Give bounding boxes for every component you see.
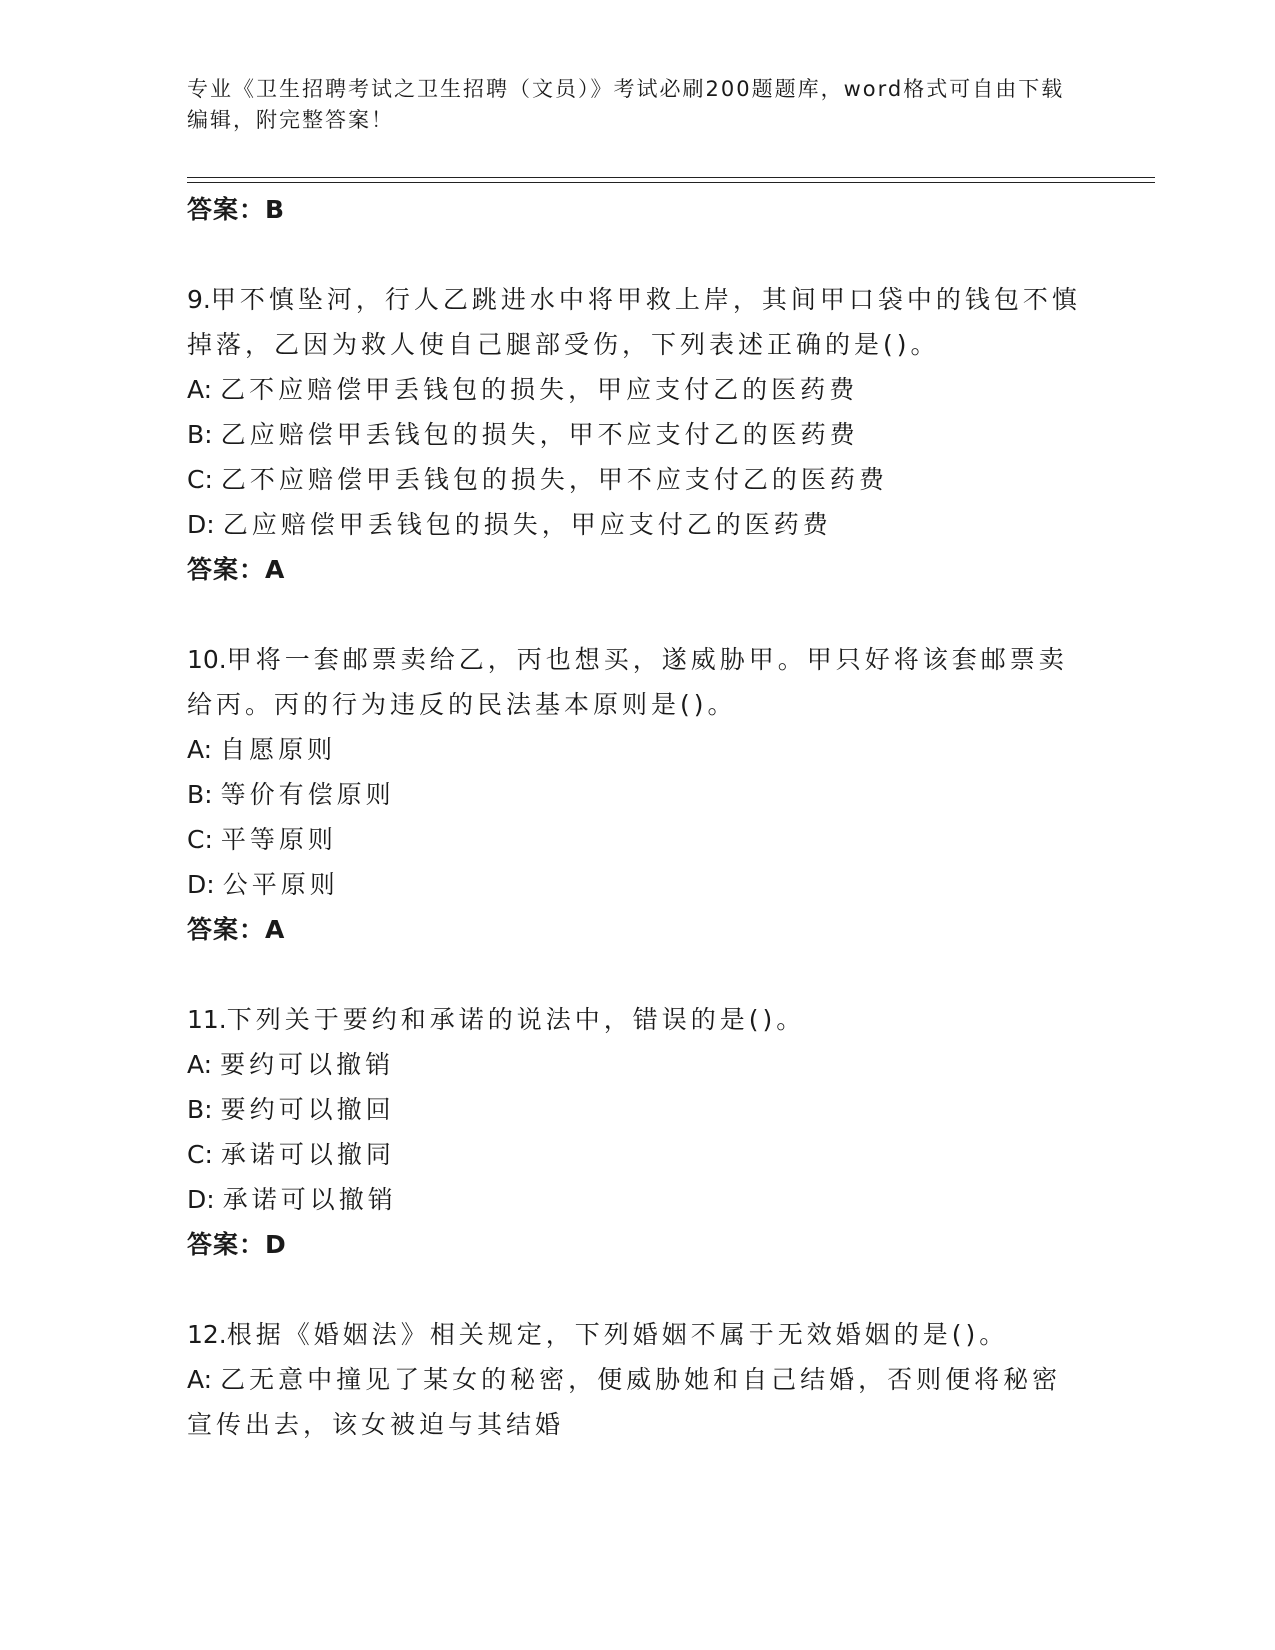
option-c	[187, 1132, 1087, 1177]
header-title: 专业《卫生招聘考试之卫生招聘（文员）》考试必刷200题题库，word格式可自由下载编辑，附完整答案！	[187, 77, 1065, 132]
question-10	[187, 637, 1087, 953]
question-text: 甲将一套邮票卖给乙，丙也想买，遂威胁甲。甲只好将该套邮票卖给丙。丙的行为违反的民法基本原则是()。	[187, 645, 1068, 719]
question-stem	[187, 637, 1087, 727]
question-answer	[187, 547, 1087, 593]
option-b	[187, 772, 1087, 817]
question-stem	[187, 277, 1087, 367]
answer-label: 答案：	[187, 195, 266, 224]
answer-value: A	[265, 915, 286, 944]
answer-value: D	[265, 1230, 287, 1259]
answer-value: B	[265, 195, 286, 224]
option-d	[187, 1177, 1087, 1222]
option-a	[187, 1357, 1087, 1447]
option-key: A:	[187, 1050, 213, 1079]
option-a	[187, 367, 1087, 412]
question-9	[187, 277, 1087, 593]
option-key: B:	[187, 780, 213, 809]
option-a	[187, 727, 1087, 772]
option-a	[187, 1042, 1087, 1087]
question-text: 甲不慎坠河，行人乙跳进水中将甲救上岸，其间甲口袋中的钱包不慎掉落，乙因为救人使自己腿部受伤，下列表述正确的是()。	[187, 285, 1081, 359]
header-rule-bottom	[187, 182, 1155, 183]
option-key: B:	[187, 1095, 213, 1124]
page-header	[187, 74, 1067, 136]
question-stem	[187, 997, 1087, 1042]
header-rule-top	[187, 177, 1155, 178]
option-key: A:	[187, 735, 213, 764]
question-answer	[187, 907, 1087, 953]
question-text: 下列关于要约和承诺的说法中，错误的是()。	[226, 1005, 806, 1034]
answer-label: 答案：	[187, 915, 266, 944]
option-text: 要约可以撤销	[220, 1050, 395, 1079]
option-text: 平等原则	[220, 825, 337, 854]
option-text: 乙应赔偿甲丢钱包的损失，甲不应支付乙的医药费	[220, 420, 859, 449]
option-text: 承诺可以撤同	[220, 1140, 395, 1169]
option-text: 公平原则	[222, 870, 339, 899]
question-12	[187, 1312, 1087, 1447]
option-key: C:	[187, 1140, 213, 1169]
option-key: D:	[187, 510, 215, 539]
option-key: A:	[187, 1365, 213, 1394]
question-11	[187, 997, 1087, 1268]
option-text: 自愿原则	[220, 735, 337, 764]
question-answer	[187, 1222, 1087, 1268]
option-text: 等价有偿原则	[220, 780, 395, 809]
option-text: 乙不应赔偿甲丢钱包的损失，甲应支付乙的医药费	[220, 375, 859, 404]
option-b	[187, 1087, 1087, 1132]
option-b	[187, 412, 1087, 457]
option-key: C:	[187, 825, 213, 854]
option-key: D:	[187, 1185, 215, 1214]
answer-label: 答案：	[187, 1230, 266, 1259]
option-c	[187, 817, 1087, 862]
option-key: A:	[187, 375, 213, 404]
option-text: 乙应赔偿甲丢钱包的损失，甲应支付乙的医药费	[222, 510, 832, 539]
option-text: 乙无意中撞见了某女的秘密，便威胁她和自己结婚，否则便将秘密宣传出去，该女被迫与其结婚	[187, 1365, 1062, 1439]
question-text: 根据《婚姻法》相关规定，下列婚姻不属于无效婚姻的是()。	[226, 1320, 1009, 1349]
option-d	[187, 862, 1087, 907]
option-c	[187, 457, 1087, 502]
question-number: 9.	[187, 285, 211, 314]
previous-answer	[187, 187, 1087, 233]
option-text: 要约可以撤回	[220, 1095, 395, 1124]
option-text: 承诺可以撤销	[222, 1185, 397, 1214]
option-text: 乙不应赔偿甲丢钱包的损失，甲不应支付乙的医药费	[220, 465, 888, 494]
question-number: 12.	[187, 1320, 227, 1349]
option-key: D:	[187, 870, 215, 899]
answer-label: 答案：	[187, 555, 266, 584]
option-d	[187, 502, 1087, 547]
question-number: 11.	[187, 1005, 227, 1034]
option-key: C:	[187, 465, 213, 494]
option-key: B:	[187, 420, 213, 449]
answer-value: A	[265, 555, 286, 584]
question-stem	[187, 1312, 1087, 1357]
question-number: 10.	[187, 645, 227, 674]
question-list	[187, 187, 1087, 1491]
